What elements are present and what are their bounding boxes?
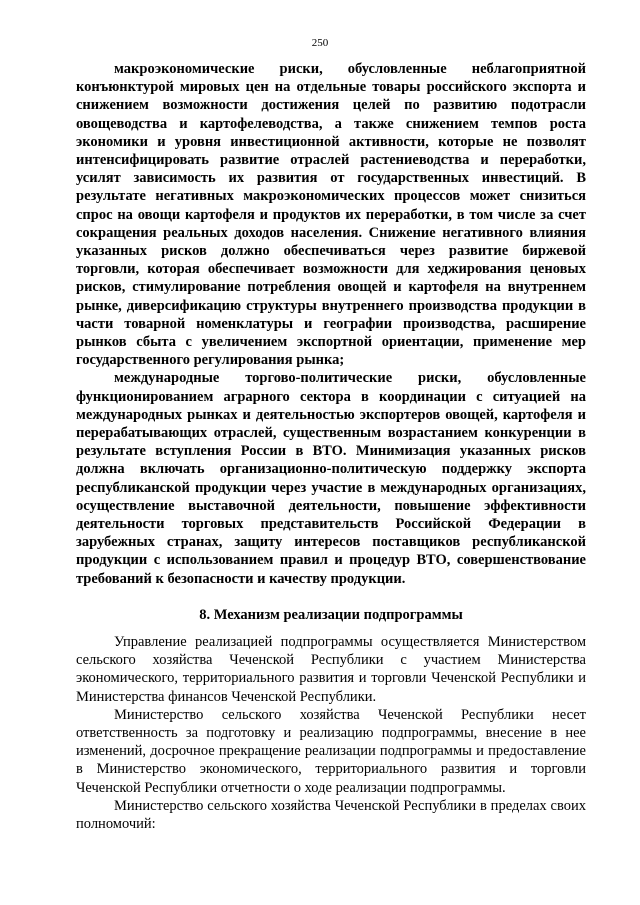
paragraph-macroeconomic-risks: макроэкономические риски, обусловленные неблагоприятной конъюнктурой мировых цен на отдельные товары российского экспорта и снижением возможности достижения целей по развитию подотрасли овощеводства и картофелеводства, а также снижением темпов роста экономики и уровня инвестиционной активности, которые не позволят интенсифицировать развитие отраслей растениеводства и переработки, усилят зависимость их развития от государственных инвестиций. В результате негативных макроэкономических процессов может снизиться спрос на овощи картофеля и продуктов их переработки, в том числе за счет сокращения реальных доходов населения. Снижение негативного влияния указанных рисков должно обеспечиваться через развитие биржевой торговли, которая обеспечивает возможности для хеджирования ценовых рисков, стимулирование потребления овощей и картофеля на внутреннем рынке, диверсификацию структуры внутреннего производства продукции в части товарной номенклатуры и географии производства, расширение рынков сбыта с увеличением экспортной ориентации, применение мер государственного регулирования рынка; bbox=[76, 61, 586, 369]
page-number: 250 bbox=[311, 37, 329, 49]
document-body bbox=[76, 60, 586, 833]
paragraph-management: Управление реализацией подпрограммы осуществляется Министерством сельского хозяйства Чеченской Республики с участием Министерства экономического, территориального развития и торговли Чеченской Республики и Министерства финансов Чеченской Республики. bbox=[76, 633, 586, 705]
section-heading: 8. Механизм реализации подпрограммы bbox=[199, 606, 463, 623]
paragraph-powers: Министерство сельского хозяйства Чеченской Республики в пределах своих полномочий: bbox=[76, 797, 586, 832]
paragraph-responsibility: Министерство сельского хозяйства Чеченской Республики несет ответственность за подготовку и реализацию подпрограммы, внесение в нее изменений, досрочное прекращение реализации подпрограммы и предоставление в Министерство экономического, территориального развития и торговли Чеченской Республики отчетности о ходе реализации подпрограммы. bbox=[76, 706, 586, 796]
paragraph-trade-political-risks: международные торгово-политические риски, обусловленные функционированием аграрного сектора в координации с ситуацией на международных рынках и деятельностью экспортеров овощей, картофеля и перерабатывающих отраслей, существенным возрастанием конкуренции в результате вступления России в ВТО. Минимизация указанных рисков должна включать организационно-политическую поддержку экспорта республиканской продукции через участие в международных организациях, осуществление выставочной деятельности, повышение эффективности деятельности торговых представительств Российской Федерации в зарубежных странах, защиту интересов поставщиков республиканской продукции с использованием правил и процедур ВТО, совершенствование требований к безопасности и качеству продукции. bbox=[76, 370, 586, 587]
